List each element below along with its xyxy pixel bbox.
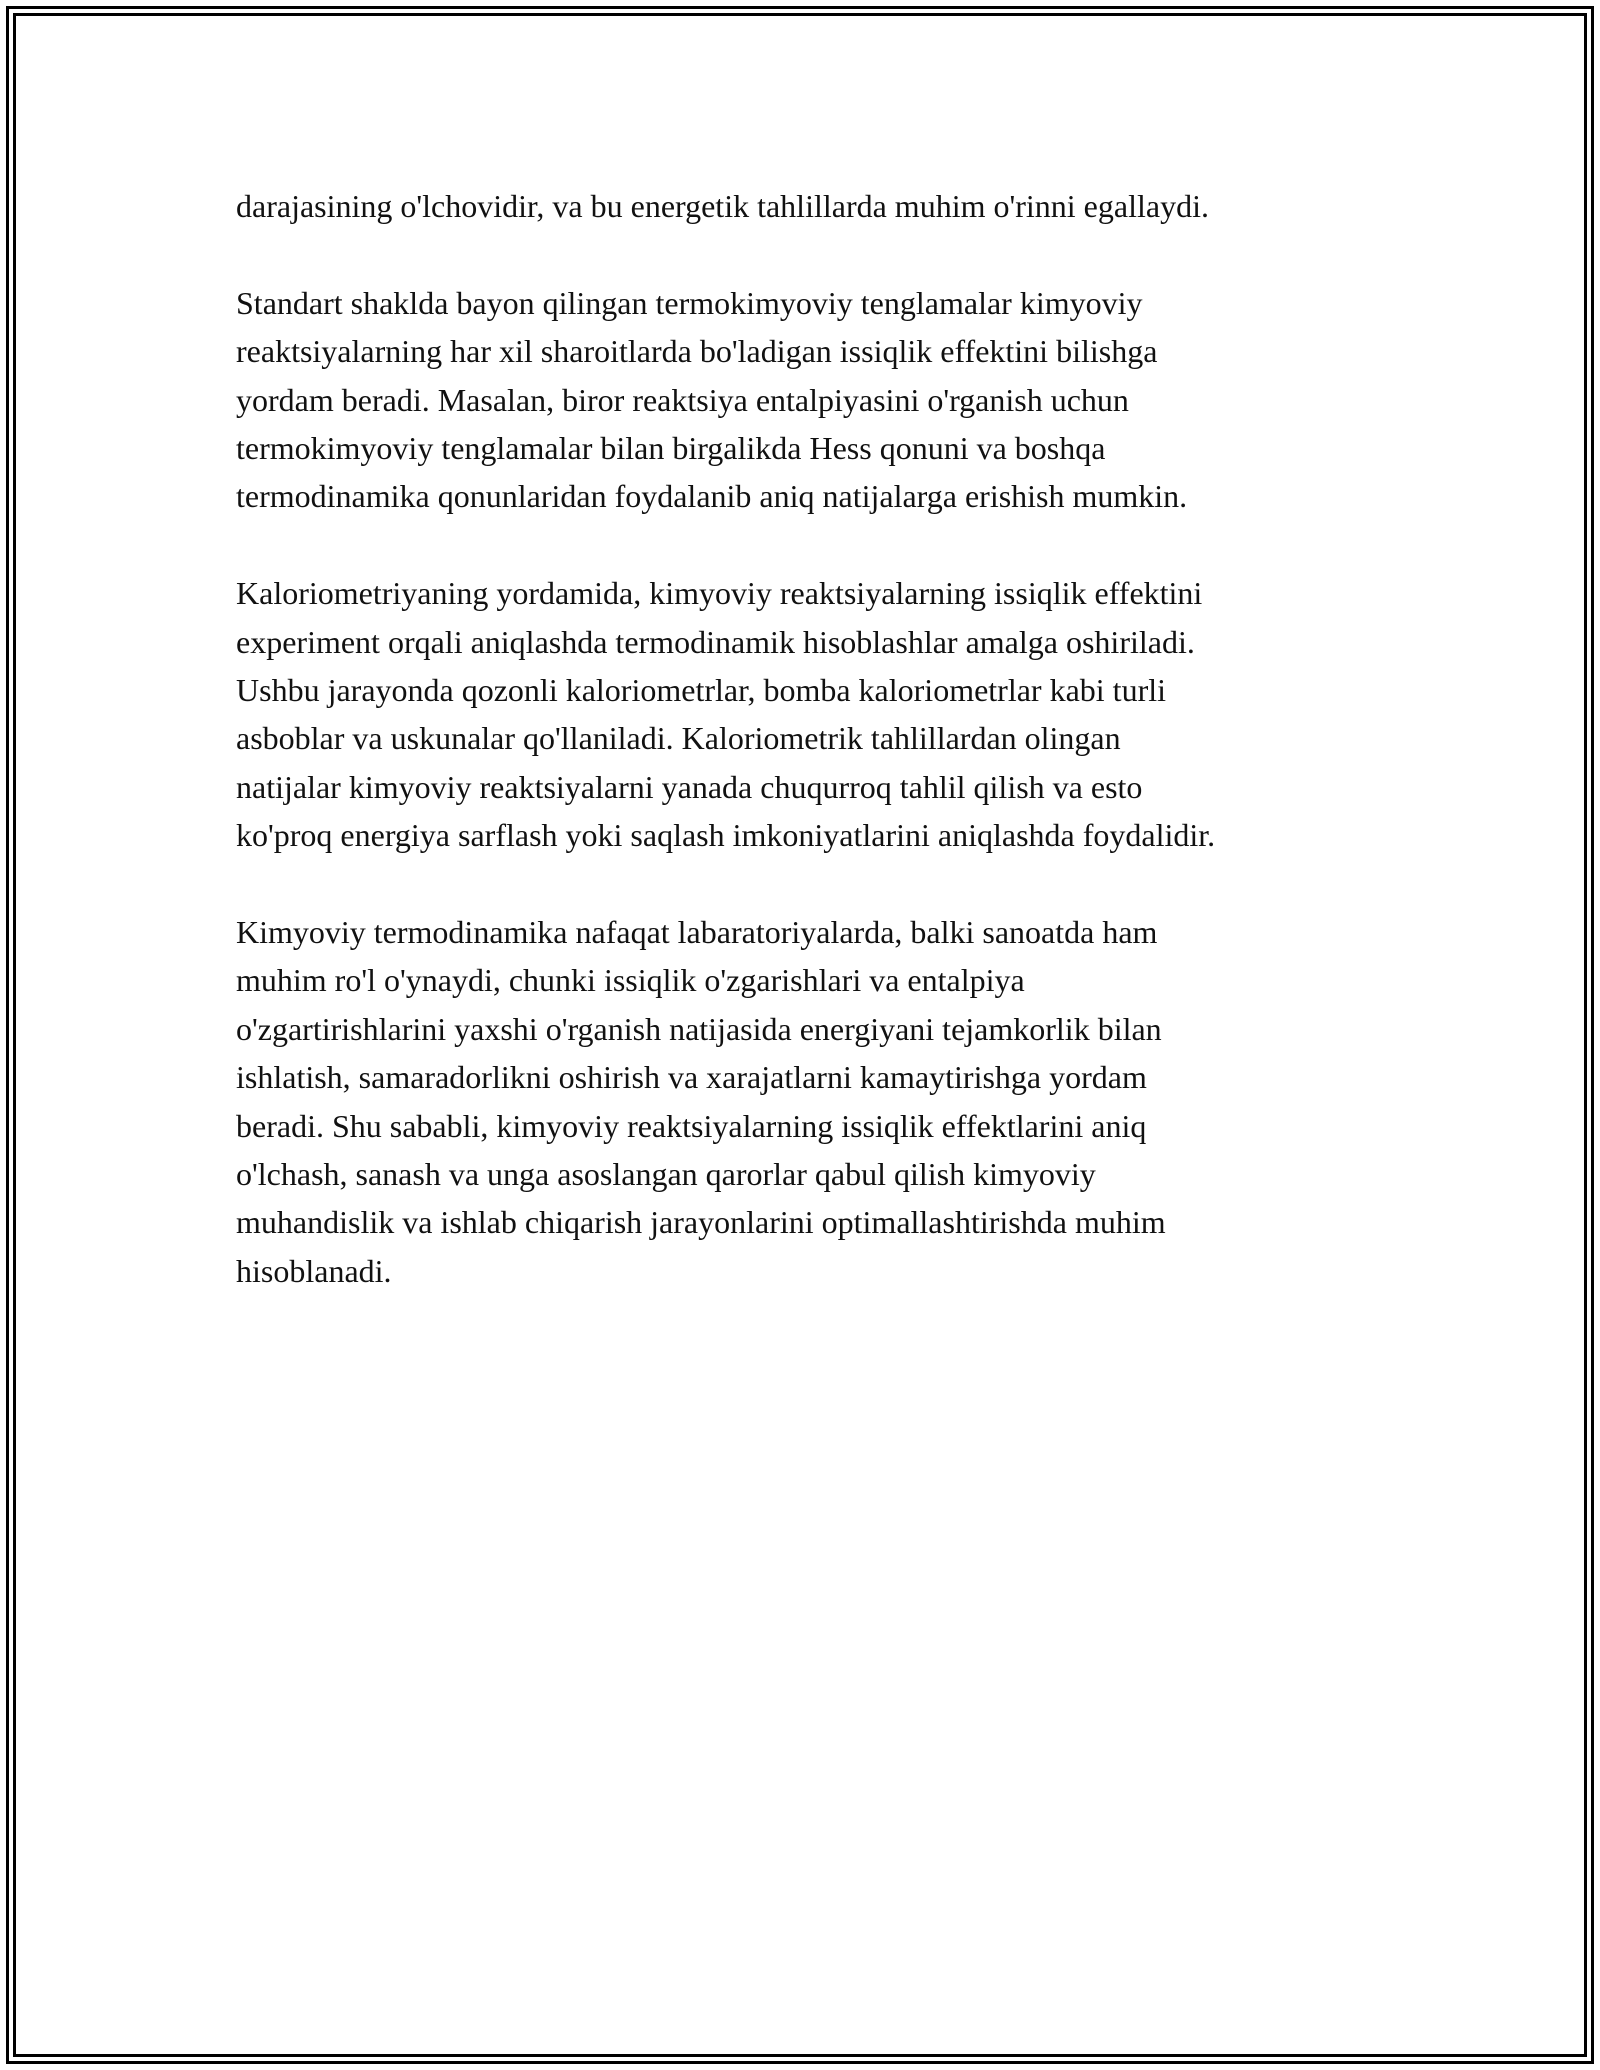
text-line: termokimyoviy tenglamalar bilan birgalikda Hess qonuni va boshqa <box>236 430 1106 467</box>
paragraph-1 <box>236 182 1376 230</box>
text-line: yordam beradi. Masalan, biror reaktsiya entalpiyasini o'rganish uchun <box>236 381 1129 418</box>
paragraph-4 <box>236 908 1376 1295</box>
text-line: asboblar va uskunalar qo'llaniladi. Kaloriometrik tahlillardan olingan <box>236 720 1121 757</box>
text-line: experiment orqali aniqlashda termodinamik hisoblashlar amalga oshiriladi. <box>236 623 1195 660</box>
text-line: o'lchash, sanash va unga asoslangan qarorlar qabul qilish kimyoviy <box>236 1156 1096 1193</box>
text-line: ishlatish, samaradorlikni oshirish va xarajatlarni kamaytirishga yordam <box>236 1059 1147 1096</box>
document-body <box>236 182 1376 1344</box>
text-line: ko'proq energiya sarflash yoki saqlash imkoniyatlarini aniqlashda foydalidir. <box>236 817 1216 854</box>
text-line: beradi. Shu sababli, kimyoviy reaktsiyalarning issiqlik effektlarini aniq <box>236 1107 1147 1144</box>
paragraph-3 <box>236 569 1376 859</box>
text-line: hisoblanadi. <box>236 1252 392 1289</box>
text-line: muhim ro'l o'ynaydi, chunki issiqlik o'zgarishlari va entalpiya <box>236 962 1025 999</box>
paragraph-2 <box>236 279 1376 521</box>
text-line: o'zgartirishlarini yaxshi o'rganish natijasida energiyani tejamkorlik bilan <box>236 1010 1162 1047</box>
text-line: Kaloriometriyaning yordamida, kimyoviy reaktsiyalarning issiqlik effektini <box>236 575 1203 612</box>
text-line: darajasining o'lchovidir, va bu energetik tahlillarda muhim o'rinni egallaydi. <box>236 188 1209 224</box>
text-line: Ushbu jarayonda qozonli kaloriometrlar, bomba kaloriometrlar kabi turli <box>236 672 1166 709</box>
text-line: natijalar kimyoviy reaktsiyalarni yanada chuqurroq tahlil qilish va esto <box>236 768 1143 805</box>
text-line: Standart shaklda bayon qilingan termokimyoviy tenglamalar kimyoviy <box>236 284 1143 321</box>
text-line: Kimyoviy termodinamika nafaqat labaratoriyalarda, balki sanoatda ham <box>236 914 1158 951</box>
text-line: reaktsiyalarning har xil sharoitlarda bo'ladigan issiqlik effektini bilishga <box>236 333 1158 370</box>
text-line: termodinamika qonunlaridan foydalanib aniq natijalarga erishish mumkin. <box>236 478 1188 515</box>
text-line: muhandislik va ishlab chiqarish jarayonlarini optimallashtirishda muhim <box>236 1204 1166 1241</box>
